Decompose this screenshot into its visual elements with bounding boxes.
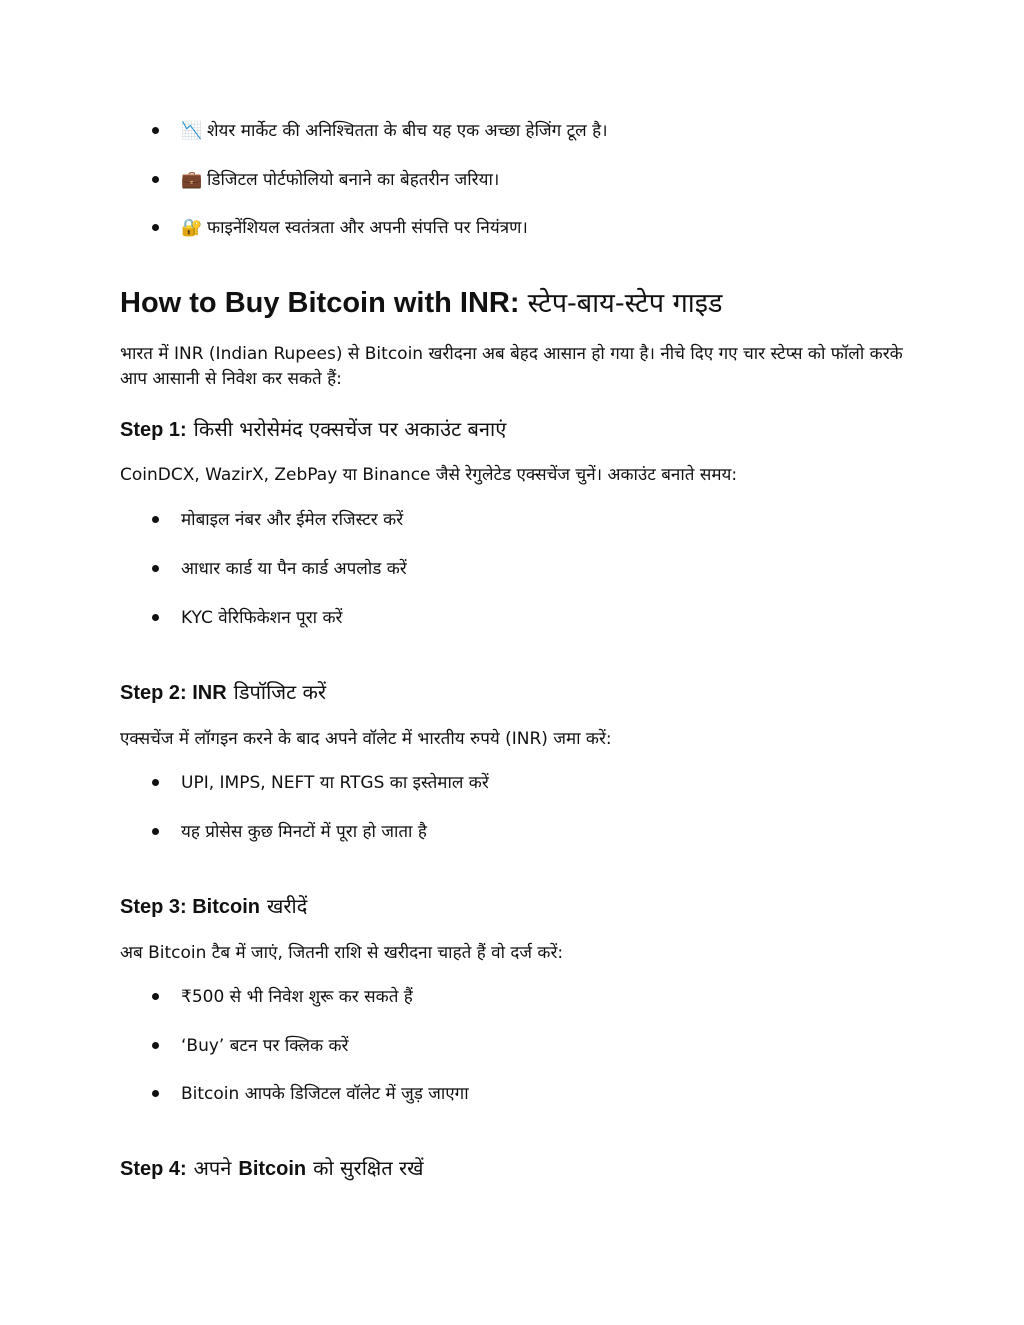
step4-title-pre: अपने [193,1156,232,1180]
list-item-text: KYC वेरिफिकेशन पूरा करें [181,608,343,628]
step1-description: CoinDCX, WazirX, ZebPay या Binance जैसे रेगुलेटेड एक्सचेंज चुनें। अकाउंट बनाते समय: [120,465,738,485]
briefcase-icon: 💼 [181,170,203,190]
bullet-dot [152,127,159,134]
bullet-dot [152,614,159,621]
list-item-text: ‘Buy’ बटन पर क्लिक करें [181,1036,349,1056]
chart-decreasing-icon: 📉 [181,121,203,141]
list-item-text: आधार कार्ड या पैन कार्ड अपलोड करें [181,559,407,579]
step3-title: खरीदें [266,894,308,918]
step3-heading [120,892,307,921]
list-item-text: ₹500 से भी निवेश शुरू कर सकते हैं [181,987,413,1007]
list-item-text: डिजिटल पोर्टफोलियो बनाने का बेहतरीन जरिया। [207,170,500,190]
step1-heading [120,415,506,444]
list-item-text: Bitcoin आपके डिजिटल वॉलेट में जुड़ जाएगा [181,1084,469,1104]
step2-heading [120,678,326,707]
heading-english: How to Buy Bitcoin with INR: [120,287,520,319]
lock-with-key-icon: 🔐 [181,218,203,238]
step1-label: Step 1: [120,419,187,441]
bullet-dot [152,224,159,231]
step2-title: डिपॉजिट करें [233,680,327,704]
list-item-text: मोबाइल नंबर और ईमेल रजिस्टर करें [181,510,404,530]
step4-label: Step 4: [120,1158,187,1180]
bullet-dot [152,993,159,1000]
bullet-dot [152,1042,159,1049]
step3-description: अब Bitcoin टैब में जाएं, जितनी राशि से खरीदना चाहते हैं वो दर्ज करें: [120,943,564,963]
bullet-dot [152,565,159,572]
list-item-text: UPI, IMPS, NEFT या RTGS का इस्तेमाल करें [181,773,489,793]
step1-title: किसी भरोसेमंद एक्सचेंज पर अकाउंट बनाएं [193,417,507,441]
step4-heading [120,1154,424,1183]
list-item-text: यह प्रोसेस कुछ मिनटों में पूरा हो जाता है [181,822,427,842]
bullet-dot [152,176,159,183]
heading-hindi: स्टेप-बाय-स्टेप गाइड [527,288,723,319]
list-item-text: फाइनेंशियल स्वतंत्रता और अपनी संपत्ति पर नियंत्रण। [207,218,528,238]
bullet-dot [152,779,159,786]
list-item-text: शेयर मार्केट की अनिश्चितता के बीच यह एक अच्छा हेजिंग टूल है। [207,121,608,141]
bullet-dot [152,828,159,835]
page-heading [120,284,723,323]
bullet-dot [152,1090,159,1097]
bullet-dot [152,516,159,523]
intro-paragraph: भारत में INR (Indian Rupees) से Bitcoin खरीदना अब बेहद आसान हो गया है। नीचे दिए गए चार स्टेप्स को फॉलो करके आप आसानी से निवेश कर सकते हैं: [120,344,903,389]
step2-label: Step 2: INR [120,682,227,704]
step4-title-bold: Bitcoin [238,1158,307,1180]
step2-description: एक्सचेंज में लॉगइन करने के बाद अपने वॉलेट में भारतीय रुपये (INR) जमा करें: [120,729,612,749]
step4-title-post: को सुरक्षित रखें [313,1156,424,1180]
step3-label: Step 3: Bitcoin [120,896,261,918]
